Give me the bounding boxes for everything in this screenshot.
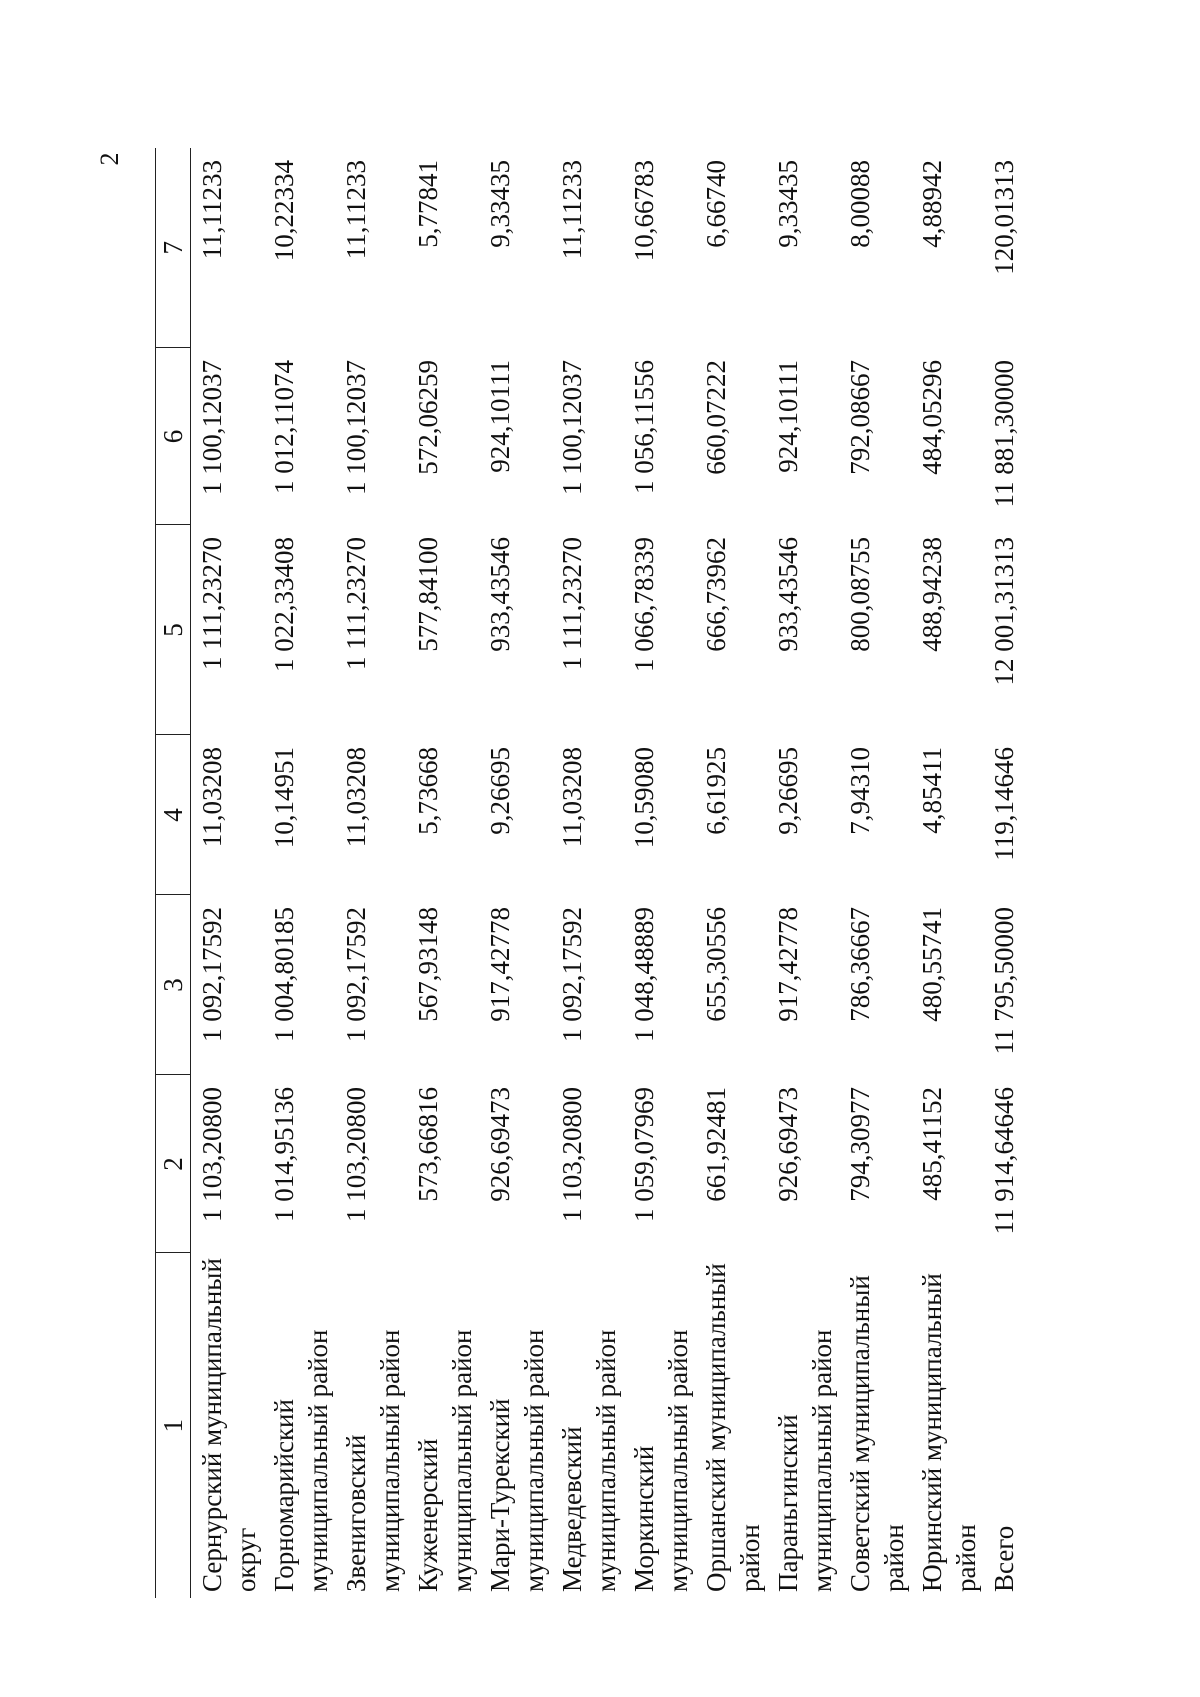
value-cell-col-7: 11,11233 bbox=[557, 160, 587, 260]
value-cell-col-6: 1 012,11074 bbox=[269, 360, 299, 494]
table-row bbox=[479, 148, 551, 1598]
value-cell-col-2: 1 014,95136 bbox=[269, 1087, 299, 1222]
value-cell-col-2: 794,30977 bbox=[845, 1087, 875, 1202]
value-cell-col-3: 786,36667 bbox=[845, 907, 875, 1022]
table-row bbox=[263, 148, 335, 1598]
municipality-name-cell: Параньгинский муниципальный район bbox=[773, 1329, 837, 1592]
value-cell-col-4: 6,61925 bbox=[701, 747, 731, 835]
value-cell-col-2: 661,92481 bbox=[701, 1087, 731, 1202]
value-cell-col-6: 1 056,11556 bbox=[629, 360, 659, 494]
value-cell-col-4: 11,03208 bbox=[341, 747, 371, 848]
municipality-name-cell: Горномарийский муниципальный район bbox=[269, 1329, 333, 1592]
table-row bbox=[623, 148, 695, 1598]
table-row bbox=[551, 148, 623, 1598]
value-cell-col-5: 933,43546 bbox=[485, 537, 515, 652]
table-row bbox=[839, 148, 911, 1598]
table-header bbox=[156, 148, 191, 1598]
value-cell-col-4: 7,94310 bbox=[845, 747, 875, 835]
value-cell-col-3: 11 795,50000 bbox=[989, 907, 1019, 1055]
value-cell-col-3: 1 004,80185 bbox=[269, 907, 299, 1042]
value-cell-col-4: 10,59080 bbox=[629, 747, 659, 849]
table-row bbox=[911, 148, 983, 1598]
table-row bbox=[407, 148, 479, 1598]
value-cell-col-7: 9,33435 bbox=[485, 160, 515, 248]
value-cell-col-2: 1 103,20800 bbox=[557, 1087, 587, 1222]
table-body bbox=[191, 148, 1028, 1598]
value-cell-col-5: 666,73962 bbox=[701, 537, 731, 652]
value-cell-col-7: 5,77841 bbox=[413, 160, 443, 248]
value-cell-col-5: 800,08755 bbox=[845, 537, 875, 652]
rotated-table-container bbox=[155, 148, 1019, 1598]
column-header-2: 2 bbox=[156, 1075, 191, 1253]
value-cell-col-3: 567,93148 bbox=[413, 907, 443, 1022]
value-cell-col-7: 10,22334 bbox=[269, 160, 299, 262]
value-cell-col-2: 926,69473 bbox=[485, 1087, 515, 1202]
value-cell-col-7: 6,66740 bbox=[701, 160, 731, 248]
value-cell-col-6: 660,07222 bbox=[701, 360, 731, 475]
municipality-name-cell: Юринский муниципальный район bbox=[917, 1273, 981, 1592]
value-cell-col-6: 1 100,12037 bbox=[341, 360, 371, 495]
value-cell-col-2: 573,66816 bbox=[413, 1087, 443, 1202]
value-cell-col-5: 12 001,31313 bbox=[989, 537, 1019, 686]
table-row bbox=[191, 148, 264, 1598]
value-cell-col-3: 480,55741 bbox=[917, 907, 947, 1022]
value-cell-col-5: 488,94238 bbox=[917, 537, 947, 652]
value-cell-col-7: 8,00088 bbox=[845, 160, 875, 248]
value-cell-col-2: 1 059,07969 bbox=[629, 1087, 659, 1222]
column-header-1: 1 bbox=[156, 1253, 191, 1598]
municipality-name-cell: Оршанский муниципальный район bbox=[701, 1263, 765, 1592]
value-cell-col-4: 4,85411 bbox=[917, 747, 947, 834]
data-table bbox=[155, 148, 1027, 1598]
table-wrapper bbox=[155, 148, 1019, 1598]
value-cell-col-6: 572,06259 bbox=[413, 360, 443, 475]
value-cell-col-5: 933,43546 bbox=[773, 537, 803, 652]
value-cell-col-5: 1 111,23270 bbox=[557, 537, 587, 670]
value-cell-col-6: 1 100,12037 bbox=[197, 360, 227, 495]
municipality-name-cell: Моркинский муниципальный район bbox=[629, 1329, 693, 1592]
value-cell-col-4: 9,26695 bbox=[773, 747, 803, 835]
value-cell-col-2: 1 103,20800 bbox=[197, 1087, 227, 1222]
value-cell-col-5: 1 111,23270 bbox=[197, 537, 227, 670]
column-header-5: 5 bbox=[156, 525, 191, 735]
page-number: 2 bbox=[95, 152, 124, 166]
municipality-name-cell: Всего bbox=[989, 1525, 1019, 1592]
municipality-name-cell: Сернурский муниципальный округ bbox=[197, 1258, 261, 1592]
value-cell-col-7: 11,11233 bbox=[197, 160, 227, 260]
value-cell-col-2: 485,41152 bbox=[917, 1087, 947, 1201]
value-cell-col-7: 120,01313 bbox=[989, 160, 1019, 275]
municipality-name-cell: Советский муниципальный район bbox=[845, 1275, 909, 1592]
value-cell-col-5: 1 111,23270 bbox=[341, 537, 371, 670]
value-cell-col-3: 917,42778 bbox=[485, 907, 515, 1022]
value-cell-col-6: 484,05296 bbox=[917, 360, 947, 475]
value-cell-col-6: 792,08667 bbox=[845, 360, 875, 475]
value-cell-col-5: 1 066,78339 bbox=[629, 537, 659, 672]
value-cell-col-4: 11,03208 bbox=[557, 747, 587, 848]
value-cell-col-3: 917,42778 bbox=[773, 907, 803, 1022]
municipality-name-cell: Звениговский муниципальный район bbox=[341, 1329, 405, 1592]
municipality-name-cell: Мари-Турекский муниципальный район bbox=[485, 1329, 549, 1592]
table-row bbox=[767, 148, 839, 1598]
table-row bbox=[695, 148, 767, 1598]
table-row bbox=[335, 148, 407, 1598]
column-header-4: 4 bbox=[156, 735, 191, 895]
value-cell-col-7: 9,33435 bbox=[773, 160, 803, 248]
column-header-7: 7 bbox=[156, 148, 191, 348]
value-cell-col-5: 577,84100 bbox=[413, 537, 443, 652]
value-cell-col-6: 1 100,12037 bbox=[557, 360, 587, 495]
value-cell-col-5: 1 022,33408 bbox=[269, 537, 299, 672]
value-cell-col-3: 1 092,17592 bbox=[197, 907, 227, 1042]
value-cell-col-4: 9,26695 bbox=[485, 747, 515, 835]
value-cell-col-7: 10,66783 bbox=[629, 160, 659, 262]
value-cell-col-4: 10,14951 bbox=[269, 747, 299, 849]
value-cell-col-2: 11 914,64646 bbox=[989, 1087, 1019, 1235]
value-cell-col-2: 926,69473 bbox=[773, 1087, 803, 1202]
value-cell-col-7: 11,11233 bbox=[341, 160, 371, 260]
value-cell-col-7: 4,88942 bbox=[917, 160, 947, 248]
value-cell-col-6: 924,10111 bbox=[485, 360, 515, 473]
header-row bbox=[156, 148, 191, 1598]
table-row bbox=[983, 148, 1027, 1598]
value-cell-col-3: 1 092,17592 bbox=[557, 907, 587, 1042]
municipality-name-cell: Куженерский муниципальный район bbox=[413, 1329, 477, 1592]
column-header-6: 6 bbox=[156, 348, 191, 525]
value-cell-col-4: 11,03208 bbox=[197, 747, 227, 848]
value-cell-col-6: 924,10111 bbox=[773, 360, 803, 473]
municipality-name-cell: Медведевский муниципальный район bbox=[557, 1329, 621, 1592]
value-cell-col-4: 5,73668 bbox=[413, 747, 443, 835]
value-cell-col-3: 655,30556 bbox=[701, 907, 731, 1022]
value-cell-col-4: 119,14646 bbox=[989, 747, 1019, 861]
value-cell-col-2: 1 103,20800 bbox=[341, 1087, 371, 1222]
value-cell-col-6: 11 881,30000 bbox=[989, 360, 1019, 508]
value-cell-col-3: 1 092,17592 bbox=[341, 907, 371, 1042]
value-cell-col-3: 1 048,48889 bbox=[629, 907, 659, 1042]
column-header-3: 3 bbox=[156, 895, 191, 1075]
